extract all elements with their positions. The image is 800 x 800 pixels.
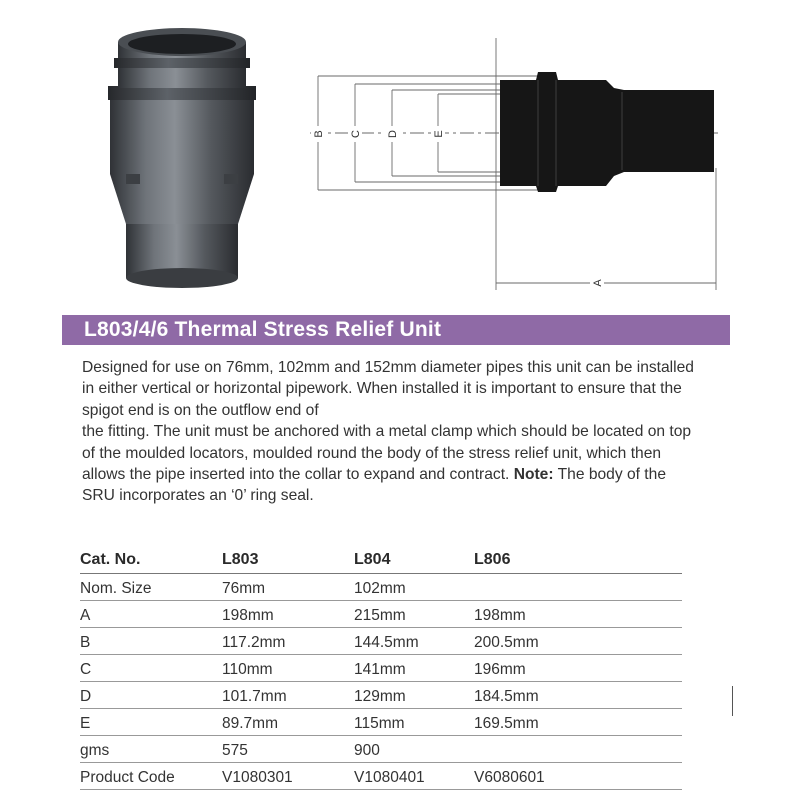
title-bar (62, 315, 730, 345)
table-cell: E (80, 709, 222, 736)
spec-table (80, 549, 682, 790)
table-row (80, 574, 682, 601)
table-cell: 900 (354, 736, 474, 763)
note-label: Note: (513, 466, 554, 484)
table-cell: Nom. Size (80, 574, 222, 601)
label-d: D (387, 130, 399, 138)
table-row (80, 736, 682, 763)
table-cell: 215mm (354, 601, 474, 628)
table-cell: 141mm (354, 655, 474, 682)
table-cell: C (80, 655, 222, 682)
page-title: L803/4/6 Thermal Stress Relief Unit (84, 318, 442, 341)
table-cell (474, 736, 682, 763)
table-cell: 76mm (222, 574, 354, 601)
table-row (80, 655, 682, 682)
label-a: A (592, 279, 604, 287)
table-cell: D (80, 682, 222, 709)
table-cell: 89.7mm (222, 709, 354, 736)
table-row (80, 601, 682, 628)
table-cell: Product Code (80, 763, 222, 790)
table-cell: 115mm (354, 709, 474, 736)
table-header: Cat. No. (80, 549, 222, 574)
table-header: L803 (222, 549, 354, 574)
note-text: The body of the SRU incorporates an ‘0’ ring seal. (82, 466, 666, 505)
table-cell: gms (80, 736, 222, 763)
table-cell: 101.7mm (222, 682, 354, 709)
table-cell (474, 574, 682, 601)
table-cell: 129mm (354, 682, 474, 709)
table-cell: 198mm (222, 601, 354, 628)
table-cell: 196mm (474, 655, 682, 682)
table-cell: V6080601 (474, 763, 682, 790)
table-row (80, 709, 682, 736)
description (82, 357, 702, 507)
table-header-row (80, 549, 682, 574)
description-paragraph-2: the fitting. The unit must be anchored with a metal clamp which should be located on top of the moulded locators, moulded round the body of the stress relief unit, which then allows the pipe inserted into the collar to expand and contract. (82, 423, 692, 484)
table-cell: 200.5mm (474, 628, 682, 655)
table-row (80, 682, 682, 709)
product-photo (96, 24, 268, 292)
table-cell: V1080301 (222, 763, 354, 790)
table-cell: 144.5mm (354, 628, 474, 655)
margin-mark (732, 686, 733, 716)
description-paragraph-1: Designed for use on 76mm, 102mm and 152mm diameter pipes this unit can be installed in either vertical or horizontal pipework. When installed it is important to ensure that the spigot end is on the outflow end of (82, 359, 694, 419)
table-header: L804 (354, 549, 474, 574)
dimension-diagram (300, 28, 730, 294)
label-b: B (313, 130, 325, 138)
table-cell: 110mm (222, 655, 354, 682)
table-cell: A (80, 601, 222, 628)
table-cell: 117.2mm (222, 628, 354, 655)
table-cell: 102mm (354, 574, 474, 601)
label-e: E (433, 130, 445, 138)
table-cell: B (80, 628, 222, 655)
table-row (80, 628, 682, 655)
label-c: C (350, 130, 362, 138)
table-row (80, 763, 682, 790)
table-cell: 184.5mm (474, 682, 682, 709)
table-cell: 575 (222, 736, 354, 763)
table-cell: V1080401 (354, 763, 474, 790)
table-cell: 198mm (474, 601, 682, 628)
table-header: L806 (474, 549, 682, 574)
table-cell: 169.5mm (474, 709, 682, 736)
